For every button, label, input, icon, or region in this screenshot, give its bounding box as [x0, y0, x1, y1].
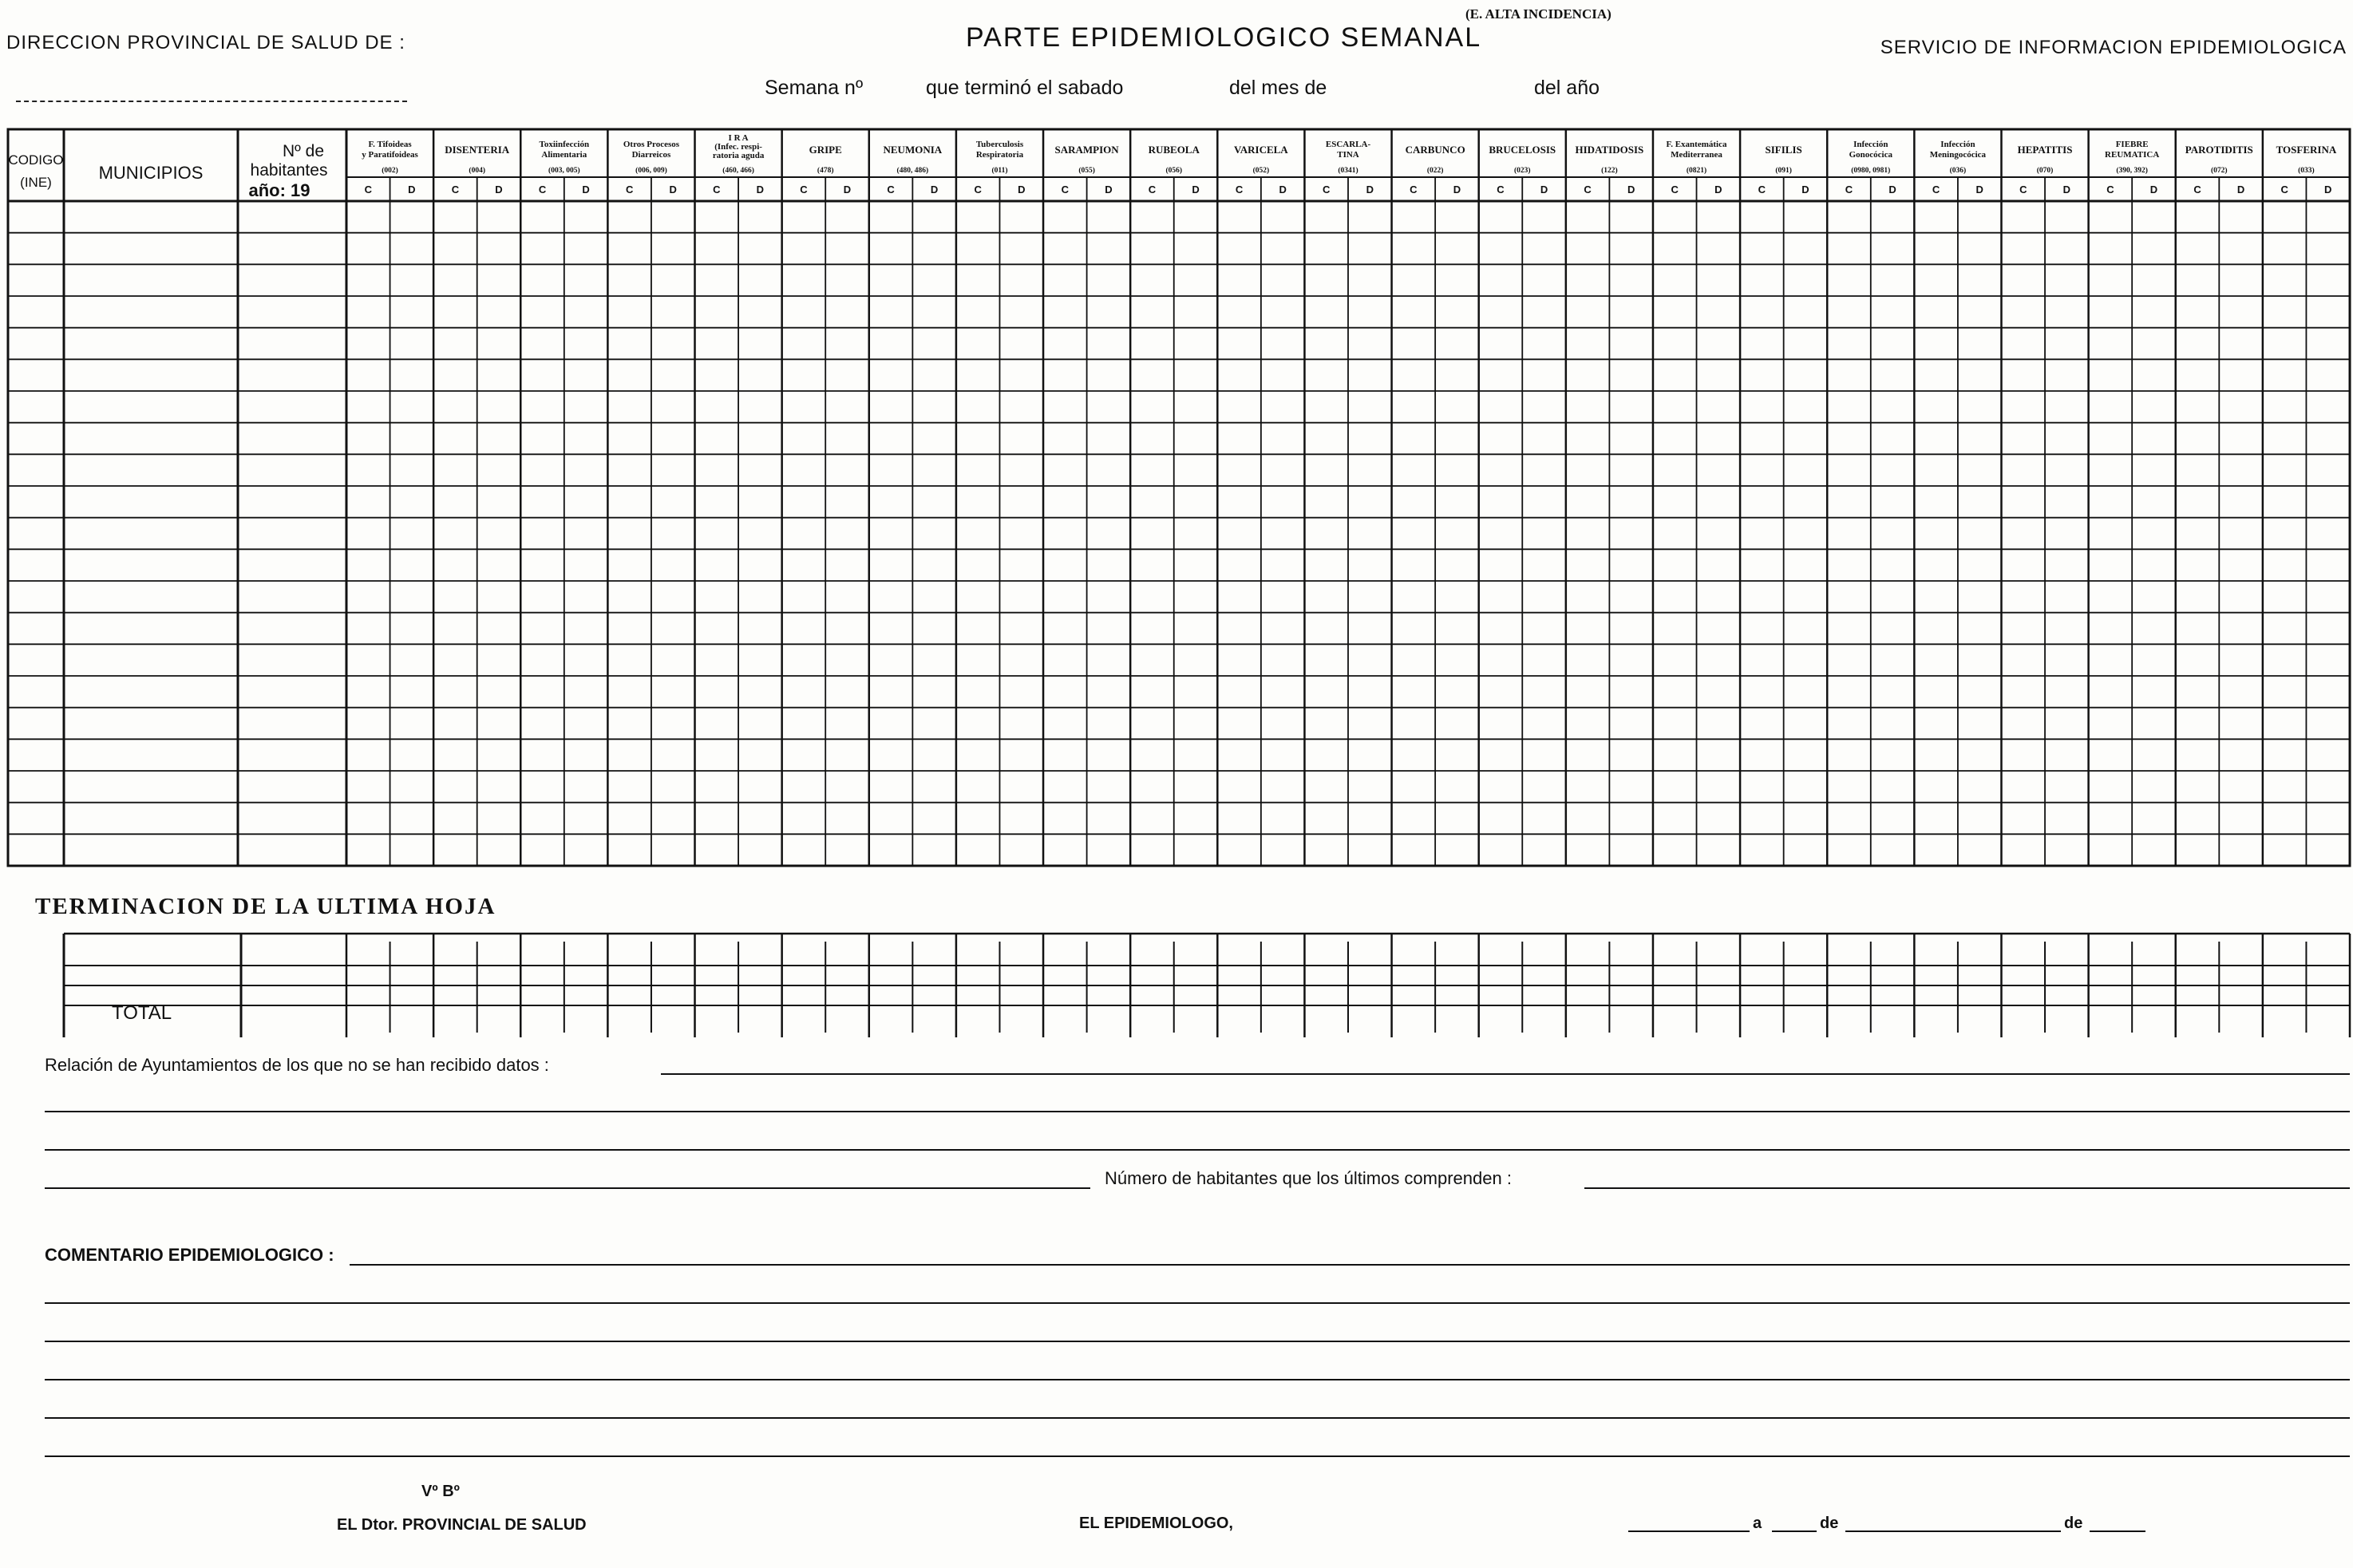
d-column-label: D — [1366, 184, 1374, 196]
provincial-directorate-label: DIRECCION PROVINCIAL DE SALUD DE : — [6, 32, 405, 53]
disease-code-0: (002) — [382, 167, 398, 175]
disease-name-16-0: SIFILIS — [1765, 144, 1802, 156]
c-column-label: C — [1584, 184, 1592, 196]
disease-name-17-1: Gonocócica — [1849, 150, 1892, 160]
disease-name-2-1: Alimentaria — [541, 150, 587, 160]
disease-code-13: (023) — [1513, 167, 1531, 175]
habitantes-year-label: año: 19 — [248, 180, 310, 200]
disease-name-18-1: Meningocócica — [1929, 150, 1987, 160]
disease-code-10: (052) — [1252, 167, 1270, 175]
form-title: PARTE EPIDEMIOLOGICO SEMANAL — [966, 22, 1482, 53]
disease-name-0-1: y Paratifoideas — [362, 150, 418, 160]
d-column-label: D — [1975, 184, 1983, 196]
inhabitants-count-line[interactable] — [1584, 1187, 2350, 1189]
codigo-ine-label: (INE) — [20, 175, 52, 190]
inhabitants-count-label: Número de habitantes que los últimos comprenden : — [1105, 1168, 1512, 1188]
d-column-label: D — [1192, 184, 1200, 196]
disease-name-6-0: NEUMONIA — [883, 144, 943, 156]
disease-code-9: (056) — [1165, 167, 1183, 175]
form-subtitle: (E. ALTA INCIDENCIA) — [1465, 6, 1612, 22]
c-column-label: C — [2106, 184, 2114, 196]
table-frame — [8, 129, 2350, 866]
disease-name-15-0: F. Exantemática — [1666, 140, 1727, 149]
date-de-label-1: de — [1820, 1515, 1839, 1532]
table-header-text — [9, 133, 2337, 200]
disease-name-1-0: DISENTERIA — [445, 144, 510, 156]
date-day-line[interactable] — [1772, 1530, 1817, 1532]
municipios-header-label: MUNICIPIOS — [98, 163, 204, 183]
d-column-label: D — [495, 184, 503, 196]
comment-line-1[interactable] — [350, 1264, 2350, 1266]
totals-table[interactable] — [0, 918, 2353, 1045]
year-label: del año — [1534, 77, 1600, 99]
d-column-label: D — [2149, 184, 2158, 196]
d-column-label: D — [1801, 184, 1809, 196]
disease-name-19-0: HEPATITIS — [2017, 144, 2073, 156]
disease-code-5: (478) — [817, 167, 834, 175]
disease-name-4-0: I R A — [728, 133, 749, 143]
disease-code-7: (011) — [991, 167, 1008, 175]
totals-grid-lines — [64, 934, 2350, 1037]
c-column-label: C — [1148, 184, 1157, 196]
disease-code-2: (003, 005) — [548, 167, 580, 175]
d-column-label: D — [1279, 184, 1287, 196]
date-month-line[interactable] — [1845, 1530, 2061, 1532]
d-column-label: D — [2324, 184, 2332, 196]
missing-municipalities-line-3[interactable] — [45, 1149, 2350, 1151]
c-column-label: C — [451, 184, 460, 196]
disease-code-16: (091) — [1775, 167, 1792, 175]
date-a-label: a — [1753, 1515, 1762, 1532]
d-column-label: D — [1888, 184, 1896, 196]
date-year-line[interactable] — [2090, 1530, 2145, 1532]
disease-name-7-0: Tuberculosis — [975, 140, 1024, 149]
disease-code-14: (122) — [1601, 167, 1618, 175]
c-column-label: C — [2019, 184, 2027, 196]
disease-name-0-0: F. Tifoideas — [368, 140, 412, 149]
c-column-label: C — [1932, 184, 1940, 196]
disease-name-3-0: Otros Procesos — [623, 140, 680, 149]
disease-code-1: (004) — [469, 167, 485, 175]
missing-municipalities-label: Relación de Ayuntamientos de los que no se han recibido datos : — [45, 1055, 549, 1075]
c-column-label: C — [2280, 184, 2288, 196]
comment-line-5[interactable] — [45, 1417, 2350, 1419]
information-service-label: SERVICIO DE INFORMACION EPIDEMIOLOGICA — [1880, 37, 2347, 58]
disease-code-15: (0821) — [1686, 167, 1707, 175]
disease-name-15-1: Mediterranea — [1671, 150, 1722, 160]
comment-line-3[interactable] — [45, 1341, 2350, 1342]
week-number-label: Semana nº — [765, 77, 864, 99]
disease-name-11-1: TINA — [1337, 150, 1359, 160]
c-column-label: C — [1671, 184, 1679, 196]
missing-municipalities-line-4[interactable] — [45, 1187, 1090, 1189]
d-column-label: D — [582, 184, 590, 196]
c-column-label: C — [538, 184, 547, 196]
disease-name-14-0: HIDATIDOSIS — [1575, 144, 1644, 156]
disease-name-11-0: ESCARLA- — [1325, 140, 1371, 149]
provincial-director-label: EL Dtor. PROVINCIAL DE SALUD — [337, 1516, 587, 1534]
date-place-line[interactable] — [1628, 1530, 1750, 1532]
disease-code-8: (055) — [1078, 167, 1095, 175]
disease-name-12-0: CARBUNCO — [1405, 144, 1465, 156]
d-column-label: D — [756, 184, 765, 196]
epidemiologist-label: EL EPIDEMIOLOGO, — [1079, 1515, 1233, 1532]
d-column-label: D — [1453, 184, 1461, 196]
d-column-label: D — [930, 184, 939, 196]
c-column-label: C — [1845, 184, 1853, 196]
disease-name-13-0: BRUCELOSIS — [1489, 144, 1556, 156]
c-column-label: C — [2193, 184, 2201, 196]
d-column-label: D — [1627, 184, 1635, 196]
disease-code-21: (072) — [2211, 167, 2228, 175]
d-column-label: D — [843, 184, 852, 196]
disease-code-3: (006, 009) — [635, 167, 667, 175]
disease-code-22: (033) — [2298, 167, 2315, 175]
weekly-cases-table[interactable] — [0, 128, 2353, 870]
disease-name-2-0: Toxiinfección — [539, 140, 590, 149]
habitantes-header-label-2: habitantes — [250, 161, 328, 180]
d-column-label: D — [669, 184, 677, 196]
missing-municipalities-line[interactable] — [661, 1073, 2350, 1075]
c-column-label: C — [800, 184, 808, 196]
epidemiological-comment-label: COMENTARIO EPIDEMIOLOGICO : — [45, 1245, 334, 1265]
c-column-label: C — [364, 184, 372, 196]
d-column-label: D — [408, 184, 416, 196]
date-de-label-2: de — [2064, 1515, 2083, 1532]
disease-code-6: (480, 486) — [896, 167, 929, 175]
disease-name-10-0: VARICELA — [1234, 144, 1288, 156]
c-column-label: C — [1323, 184, 1331, 196]
disease-code-18: (036) — [1949, 167, 1967, 175]
approval-vb-label: Vº Bº — [421, 1483, 460, 1500]
c-column-label: C — [1061, 184, 1070, 196]
table-grid-lines — [8, 129, 2350, 866]
missing-municipalities-line-2[interactable] — [45, 1111, 2350, 1112]
disease-code-17: (0980, 0981) — [1851, 167, 1891, 175]
disease-name-17-0: Infección — [1853, 140, 1888, 149]
c-column-label: C — [1758, 184, 1766, 196]
d-column-label: D — [2236, 184, 2245, 196]
disease-name-8-0: SARAMPION — [1054, 144, 1119, 156]
disease-name-5-0: GRIPE — [809, 144, 842, 156]
d-column-label: D — [1540, 184, 1548, 196]
c-column-label: C — [1410, 184, 1418, 196]
disease-code-11: (0341) — [1338, 167, 1358, 175]
disease-name-18-0: Infección — [1940, 140, 1975, 149]
d-column-label: D — [1105, 184, 1113, 196]
disease-name-9-0: RUBEOLA — [1148, 144, 1200, 156]
comment-line-2[interactable] — [45, 1302, 2350, 1304]
c-column-label: C — [713, 184, 721, 196]
c-column-label: C — [887, 184, 895, 196]
disease-name-4-1: (Infec. respi- — [714, 142, 762, 152]
disease-code-12: (022) — [1426, 167, 1444, 175]
disease-name-4-2: ratoria aguda — [712, 151, 765, 160]
month-label: del mes de — [1229, 77, 1327, 99]
c-column-label: C — [974, 184, 982, 196]
disease-code-19: (070) — [2036, 167, 2054, 175]
d-column-label: D — [2062, 184, 2071, 196]
disease-name-20-0: FIEBRE — [2115, 140, 2149, 149]
last-sheet-title: TERMINACION DE LA ULTIMA HOJA — [35, 894, 496, 919]
province-fill-line[interactable] — [16, 101, 407, 102]
comment-line-6[interactable] — [45, 1455, 2350, 1457]
disease-name-21-0: PAROTIDITIS — [2185, 144, 2253, 156]
c-column-label: C — [1235, 184, 1244, 196]
disease-name-20-1: REUMATICA — [2105, 150, 2160, 160]
c-column-label: C — [1497, 184, 1505, 196]
total-row-label: TOTAL — [112, 1002, 172, 1024]
disease-name-22-0: TOSFERINA — [2276, 144, 2337, 156]
disease-name-3-1: Diarreicos — [631, 150, 671, 160]
disease-code-4: (460, 466) — [722, 167, 754, 175]
comment-line-4[interactable] — [45, 1379, 2350, 1380]
disease-name-7-1: Respiratoria — [975, 150, 1024, 160]
habitantes-header-label-1: Nº de — [282, 142, 325, 160]
codigo-header-label: CODIGO — [8, 152, 64, 168]
week-ended-label: que terminó el sabado — [926, 77, 1124, 99]
d-column-label: D — [1018, 184, 1026, 196]
disease-code-20: (390, 392) — [2116, 167, 2148, 175]
c-column-label: C — [625, 184, 634, 196]
d-column-label: D — [1714, 184, 1722, 196]
